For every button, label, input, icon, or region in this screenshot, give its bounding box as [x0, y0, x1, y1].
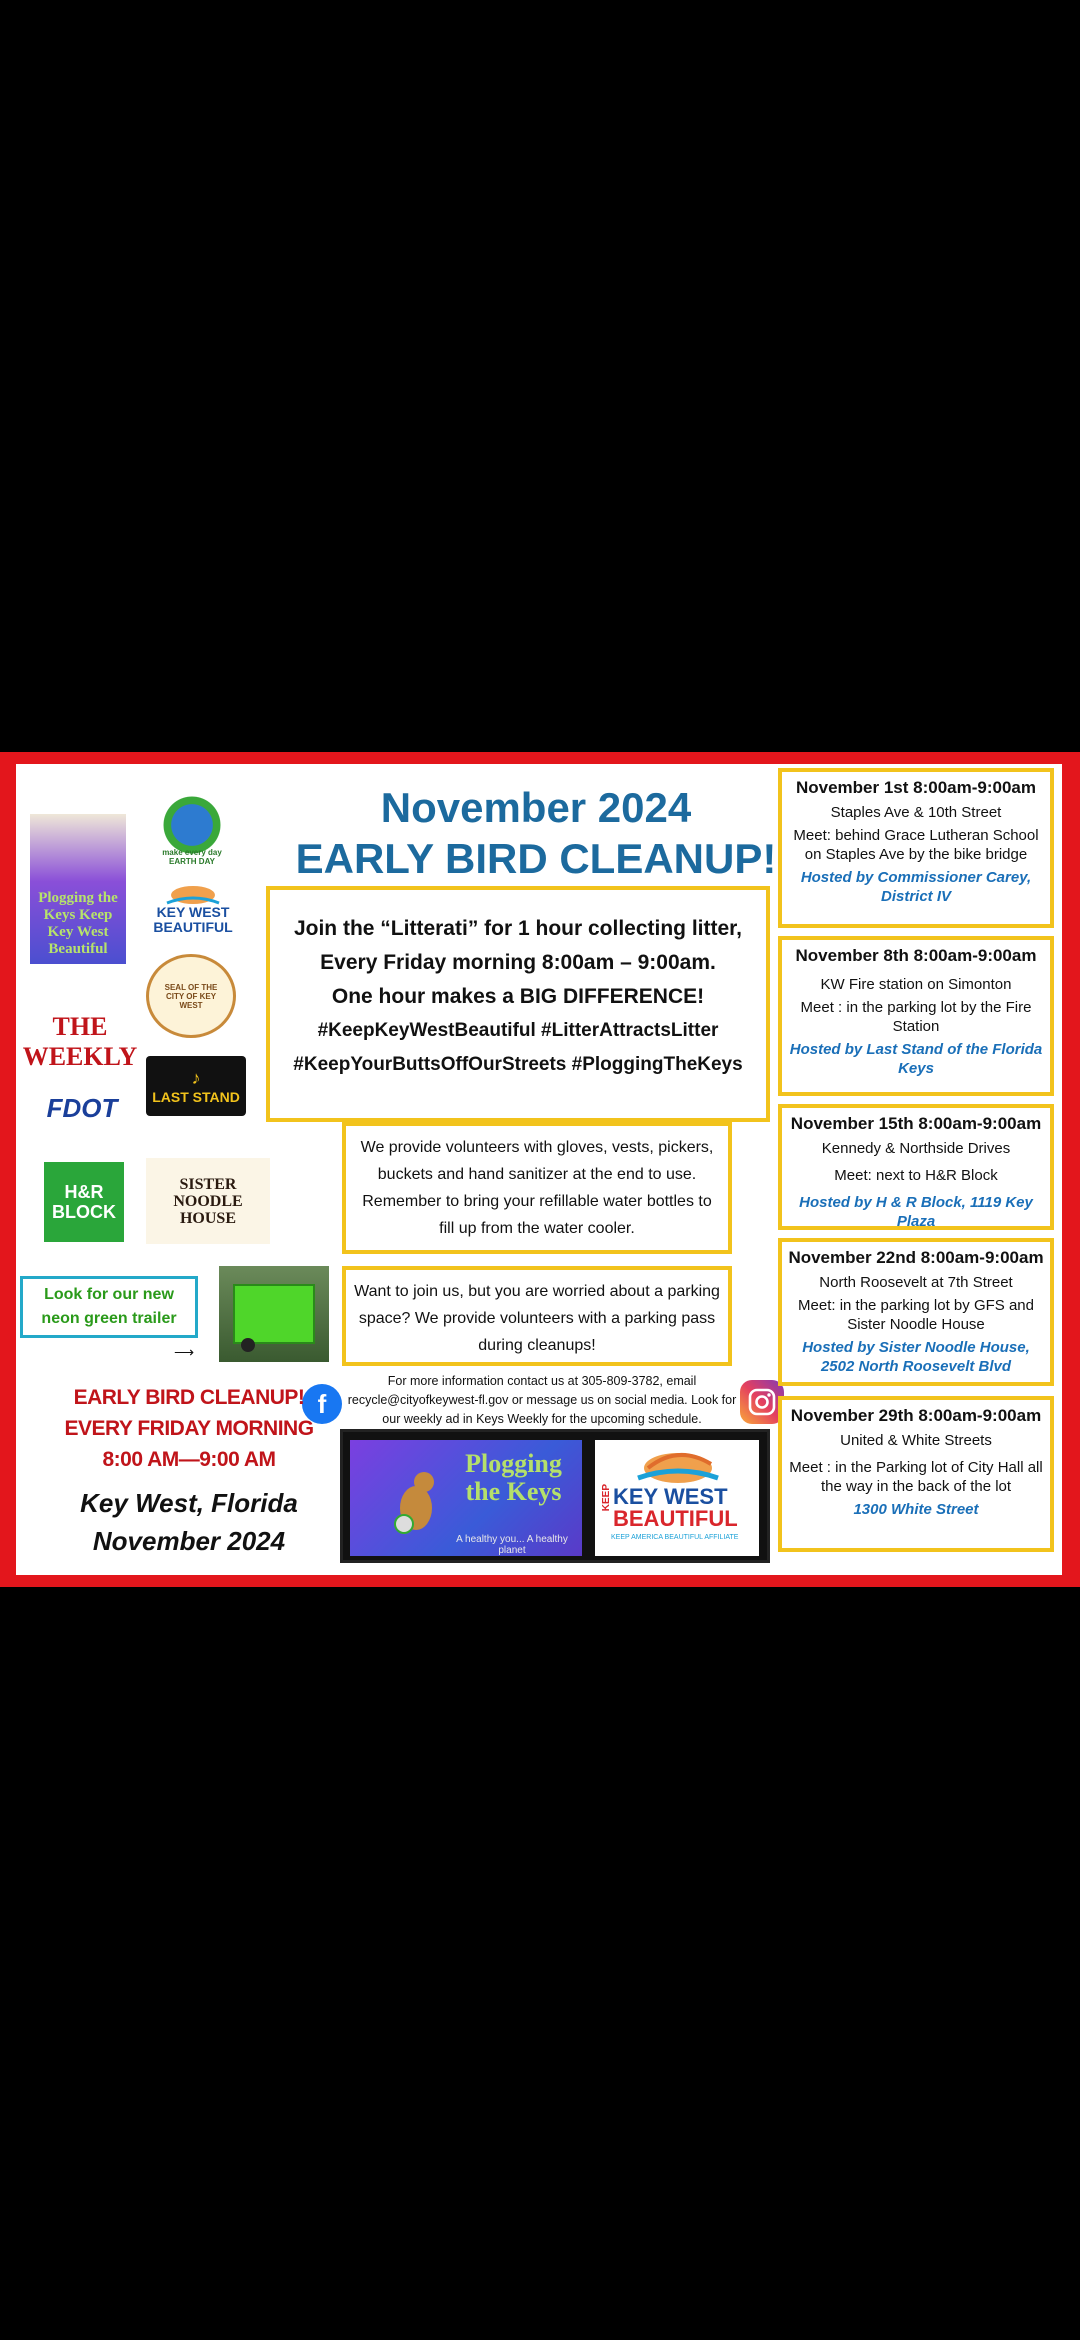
hr-block-text: H&R BLOCK — [52, 1182, 116, 1222]
flyer-content — [16, 764, 1062, 1575]
kwb-tagline: KEEP AMERICA BEAUTIFUL AFFILIATE — [611, 1534, 739, 1541]
event-card — [778, 768, 1054, 928]
event-meet: Meet: in the parking lot by GFS and Sister Noodle House — [798, 1297, 1034, 1333]
parking-text: Want to join us, but you are worried about a parking space? We provide volunteers with a parking pass during cleanups! — [354, 1283, 720, 1354]
plogging-the-keys-banner — [350, 1440, 582, 1556]
main-line-2: Every Friday morning 8:00am – 9:00am. — [320, 951, 716, 974]
trailer-note-line2: neon green trailer — [41, 1310, 177, 1327]
bottom-logo-strip — [340, 1429, 770, 1563]
parking-info-box — [342, 1266, 732, 1366]
event-location: Kennedy & Northside Drives — [821, 1140, 1011, 1157]
main-line-5: #KeepYourButtsOffOurStreets #PloggingTheKeys — [293, 1054, 743, 1075]
event-card — [778, 1104, 1054, 1230]
event-card — [778, 936, 1054, 1096]
kwb-keep-label: KEEP — [601, 1484, 612, 1512]
event-meet: Meet : in the Parking lot of City Hall all the way in the back of the lot — [789, 1459, 1043, 1495]
plogging-logo-text: Plogging the Keys Keep Key West Beautiful — [38, 890, 118, 957]
main-line-4: #KeepKeyWestBeautiful #LitterAttractsLitter — [317, 1020, 719, 1041]
keep-key-west-beautiful-banner — [595, 1440, 759, 1556]
city-seal-logo — [146, 954, 236, 1038]
earth-day-text: make every day EARTH DAY — [162, 848, 222, 866]
kwb-title-line1: KEY WEST — [613, 1484, 728, 1509]
supplies-text: We provide volunteers with gloves, vests, pickers, buckets and hand sanitizer at the end to use. Remember to bring your refillable water bottles to fill up from the water cooler. — [360, 1139, 714, 1237]
event-location: United & White Streets — [840, 1432, 992, 1449]
trailer-body — [233, 1284, 315, 1344]
event-location: KW Fire station on Simonton — [820, 976, 1012, 993]
plogging-the-keys-logo — [30, 814, 126, 964]
fdot-logo — [32, 1084, 132, 1132]
event-host: Hosted by H & R Block, 1119 Key Plaza — [799, 1194, 1033, 1230]
main-info-box — [266, 886, 770, 1122]
fdot-text: FDOT — [46, 1092, 118, 1123]
event-date: November 1st 8:00am-9:00am — [795, 778, 1036, 797]
sister-noodle-text: SISTER NOODLE HOUSE — [173, 1175, 243, 1227]
keys-weekly-logo — [22, 1012, 138, 1071]
contact-info: For more information contact us at 305-809-3782, email recycle@cityofkeywest-fl.gov or message us on social media. Look for our weekly ad in Keys Weekly for the upcoming schedule. — [347, 1374, 737, 1426]
event-location: Staples Ave & 10th Street — [830, 804, 1002, 821]
event-host: Hosted by Sister Noodle House, 2502 North Roosevelt Blvd — [802, 1339, 1030, 1375]
dinosaur-mascot-icon — [386, 1468, 446, 1538]
main-line-1: Join the “Litterati” for 1 hour collecting litter, — [293, 917, 743, 940]
kwb-small-logo — [140, 874, 246, 944]
city-seal-text: SEAL OF THE CITY OF KEY WEST — [164, 982, 218, 1010]
kwb-small-text: KEY WEST BEAUTIFUL — [153, 904, 233, 935]
event-date: November 22nd 8:00am-9:00am — [788, 1248, 1044, 1267]
supplies-info-box — [342, 1122, 732, 1254]
event-host: Hosted by Commissioner Carey, District IV — [800, 869, 1032, 905]
weekly-logo-text: THE WEEKLY — [22, 1012, 138, 1071]
flyer-event-title: EARLY BIRD CLEANUP! — [295, 835, 777, 882]
event-meet: Meet: next to H&R Block — [834, 1167, 998, 1184]
sister-noodle-house-logo — [146, 1158, 270, 1244]
promo-line-3: 8:00 AM—9:00 AM — [102, 1448, 276, 1471]
trumpet-icon: ♪ — [191, 1067, 201, 1088]
flyer-month-title: November 2024 — [380, 784, 692, 831]
arrow-right-icon: ⟶ — [173, 1343, 195, 1360]
cleanup-flyer — [0, 752, 1080, 1587]
kwb-title-line2: BEAUTIFUL — [613, 1506, 738, 1531]
hr-block-logo — [44, 1162, 124, 1242]
event-location: North Roosevelt at 7th Street — [819, 1274, 1013, 1291]
promo-line-1: EARLY BIRD CLEANUP! — [73, 1386, 305, 1409]
event-meet: Meet: behind Grace Lutheran School on Staples Ave by the bike bridge — [793, 827, 1039, 863]
event-meet: Meet : in the parking lot by the Fire Station — [800, 999, 1032, 1035]
event-date: November 15th 8:00am-9:00am — [790, 1114, 1042, 1133]
last-stand-text: LAST STAND — [152, 1088, 240, 1105]
trailer-wheel — [241, 1338, 255, 1352]
event-card — [778, 1396, 1054, 1552]
facebook-icon[interactable]: f — [302, 1384, 342, 1424]
trailer-note-box — [20, 1276, 198, 1338]
plogging-banner-tagline: A healthy you... A healthy planet — [456, 1534, 568, 1556]
event-host: Hosted by Last Stand of the Florida Keys — [789, 1041, 1043, 1077]
promo-city: Key West, Florida — [80, 1488, 298, 1518]
trailer-note-line1: Look for our new — [44, 1286, 174, 1303]
conch-shell-icon — [633, 1444, 723, 1484]
event-date: November 8th 8:00am-9:00am — [795, 946, 1037, 965]
green-trailer-photo — [219, 1266, 329, 1362]
conch-shell-small-icon — [163, 883, 223, 905]
main-line-3: One hour makes a BIG DIFFERENCE! — [331, 985, 705, 1008]
event-card — [778, 1238, 1054, 1386]
promo-line-2: EVERY FRIDAY MORNING — [64, 1417, 314, 1440]
earth-day-logo — [152, 782, 232, 868]
event-date: November 29th 8:00am-9:00am — [790, 1406, 1042, 1425]
promo-month: November 2024 — [92, 1526, 286, 1556]
plogging-banner-title: Plogging the Keys — [465, 1449, 562, 1506]
event-host: 1300 White Street — [853, 1501, 979, 1518]
last-stand-logo — [146, 1056, 246, 1116]
